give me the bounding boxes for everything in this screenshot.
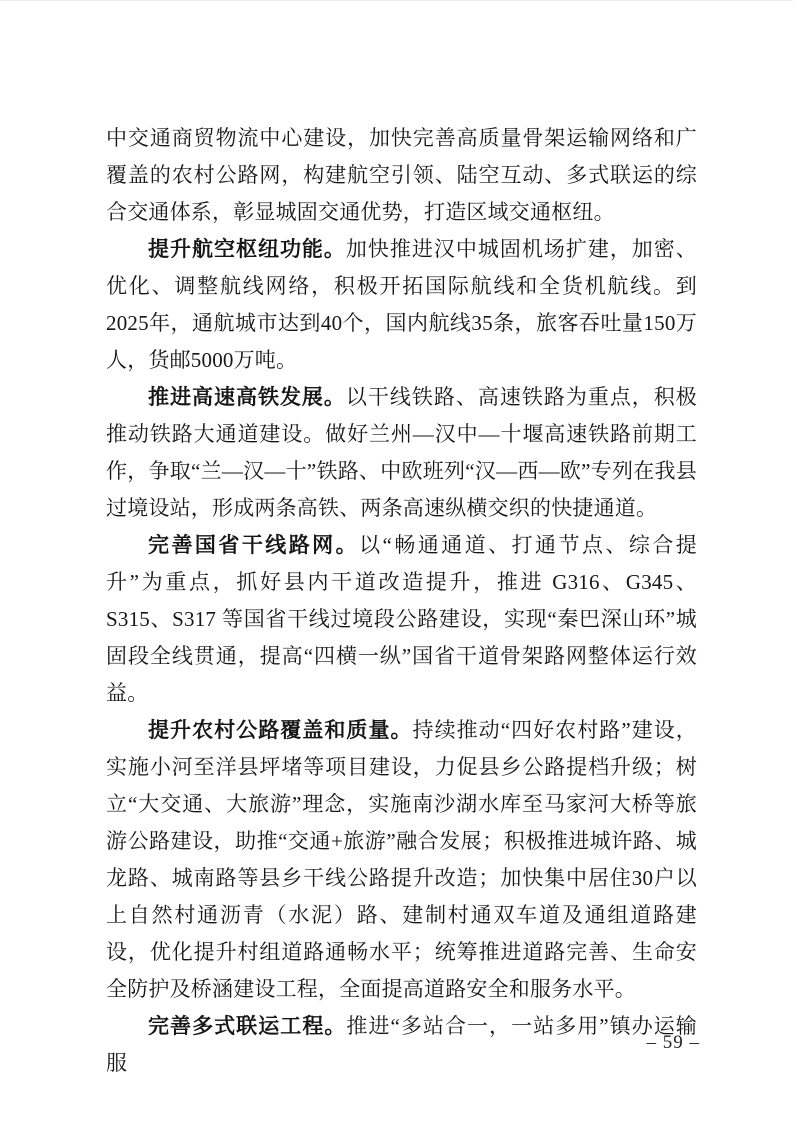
paragraph-body: 持续推动“四好农村路”建设，实施小河至洋县坪堵等项目建设，力促县乡公路提档升级；树立“大交通、大旅游”理念，实施南沙湖水库至马家河大桥等旅游公路建设，助推“交通+旅游”融合发展；积极推进城许路、城龙路、城南路等县乡干线公路提升改造；加快集中居住30户以上自然村通沥青（水泥）路、建制村通双车道及通组道路建设，优化提升村组道路通畅水平；统筹推进道路完善、生命安全防护及桥涵建设工程，全面提高道路安全和服务水平。 — [106, 718, 697, 1001]
page-number: – 59 – — [646, 1032, 700, 1053]
paragraph-lead: 完善国省干线路网。 — [148, 533, 360, 557]
paragraph-body: 加快推进汉中城固机场扩建，加密、优化、调整航线网络，积极开拓国际航线和全货机航线。到2025年，通航城市达到40个，国内航线35条，旅客吞吐量150万人，货邮5000万吨。 — [106, 237, 697, 372]
paragraph-rural-roads — [106, 712, 697, 1008]
paragraph-lead: 提升航空枢纽功能。 — [148, 237, 346, 261]
paragraph-lead: 提升农村公路覆盖和质量。 — [148, 718, 413, 742]
paragraph-body: 以干线铁路、高速铁路为重点，积极推动铁路大通道建设。做好兰州—汉中—十堰高速铁路前期工作，争取“兰—汉—十”铁路、中欧班列“汉—西—欧”专列在我县过境设站，形成两条高铁、两条高速纵横交织的快捷通道。 — [106, 385, 697, 520]
paragraph-body: 推进“多站合一，一站多用”镇办运输服 — [106, 1014, 697, 1075]
paragraph-body: 中交通商贸物流中心建设，加快完善高质量骨架运输网络和广覆盖的农村公路网，构建航空引领、陆空互动、多式联运的综合交通体系，彰显城固交通优势，打造区域交通枢纽。 — [106, 126, 697, 224]
paragraph-lead: 推进高速高铁发展。 — [148, 385, 346, 409]
paragraph-aviation-hub — [106, 231, 697, 379]
paragraph-body: 以“畅通通道、打通节点、综合提升”为重点，抓好县内干道改造提升，推进 G316、G345、S315、S317 等国省干线过境段公路建设，实现“秦巴深山环”城固段全线贯通，提高“四横一纵”国省干道骨架路网整体运行效益。 — [106, 533, 697, 705]
paragraph-continuation — [106, 120, 697, 231]
paragraph-trunk-road-network — [106, 527, 697, 712]
document-body — [106, 120, 697, 1082]
paragraph-high-speed-rail — [106, 379, 697, 527]
paragraph-lead: 完善多式联运工程。 — [148, 1014, 347, 1038]
